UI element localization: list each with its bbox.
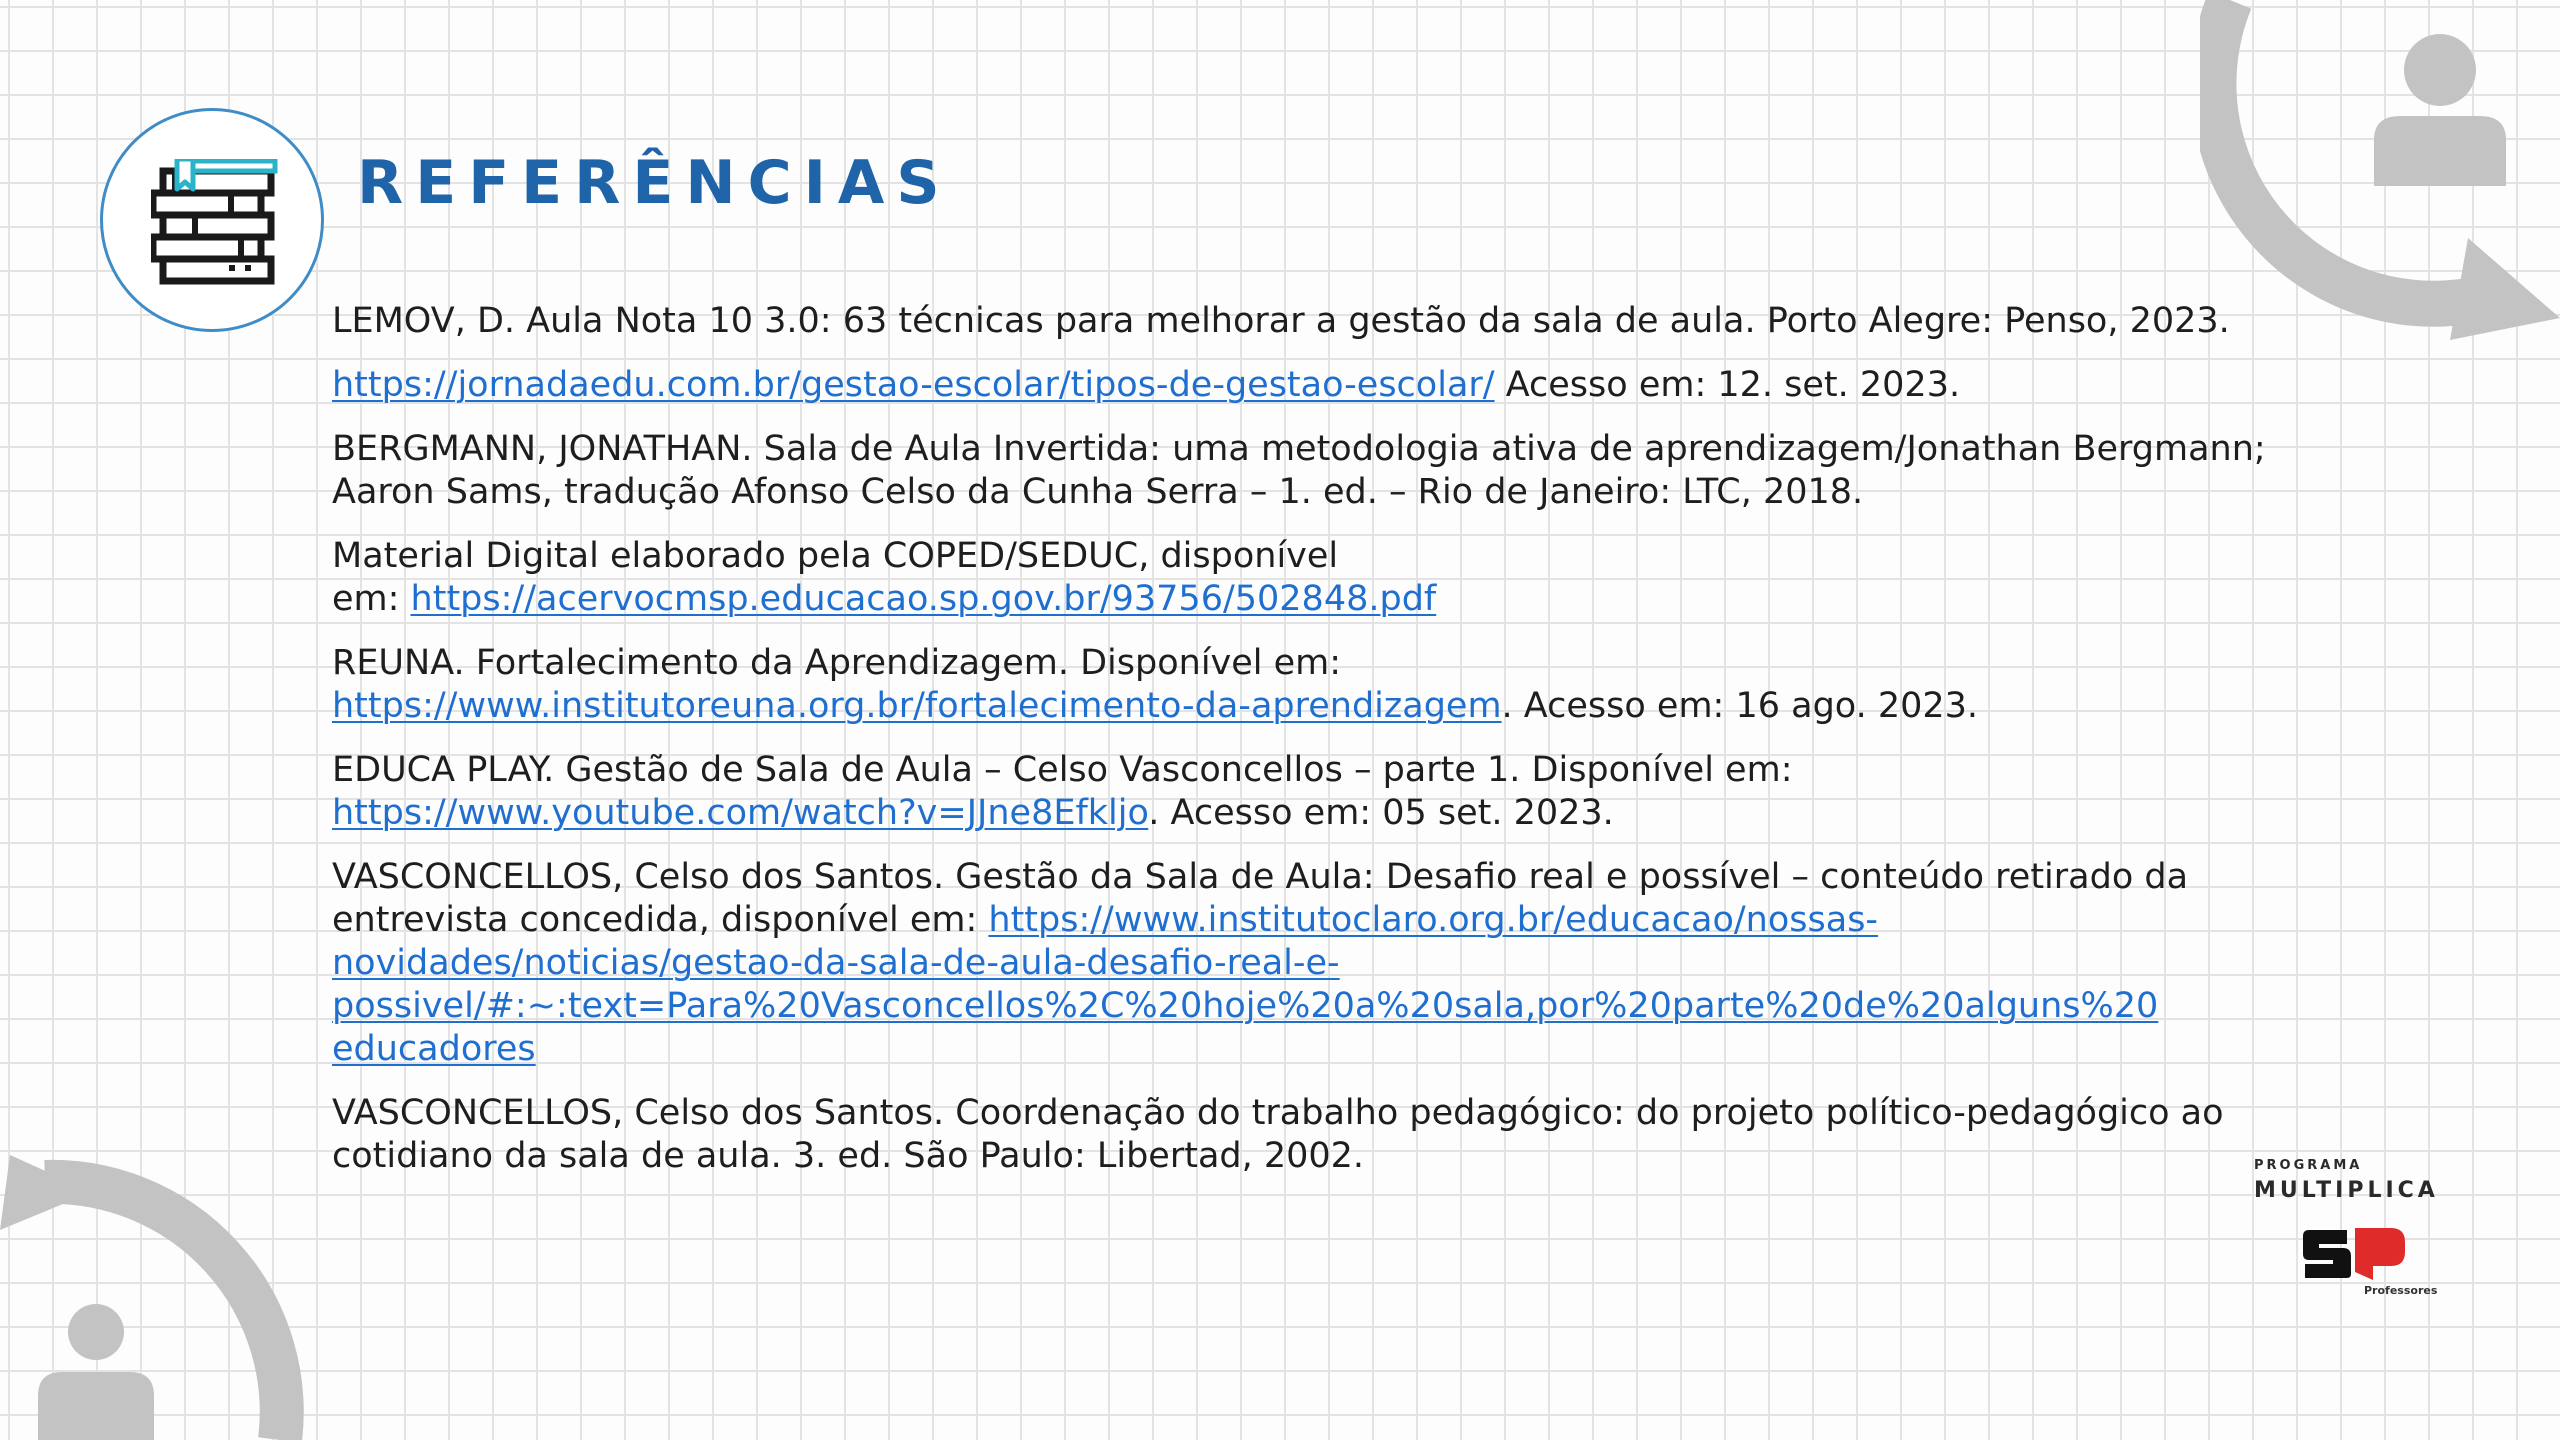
reference-entry bbox=[332, 642, 2272, 728]
reference-link[interactable]: educadores bbox=[332, 1029, 536, 1069]
reference-link[interactable]: https://www.institutoreuna.org.br/fortalecimento-da-aprendizagem bbox=[332, 686, 1502, 726]
reference-entry bbox=[332, 749, 2272, 835]
references-list bbox=[332, 300, 2272, 1199]
reference-entry bbox=[332, 364, 2272, 407]
reference-text: em: bbox=[332, 579, 411, 619]
reference-text: Material Digital elaborado pela COPED/SEDUC, disponível bbox=[332, 536, 1339, 576]
reference-text: EDUCA PLAY. Gestão de Sala de Aula – Celso Vasconcellos – parte 1. Disponível em: bbox=[332, 750, 1793, 790]
reference-link[interactable]: https://www.institutoclaro.org.br/educacao/nossas- bbox=[988, 900, 1879, 940]
reference-link[interactable]: https://jornadaedu.com.br/gestao-escolar/tipos-de-gestao-escolar/ bbox=[332, 365, 1495, 405]
page-title: REFERÊNCIAS bbox=[357, 148, 952, 218]
reference-text: REUNA. Fortalecimento da Aprendizagem. Disponível em: bbox=[332, 643, 1342, 683]
programa-multiplica-logo bbox=[2250, 1158, 2460, 1308]
reference-link[interactable]: novidades/noticias/gestao-da-sala-de-aula-desafio-real-e- bbox=[332, 943, 1340, 983]
reference-text: . Acesso em: 16 ago. 2023. bbox=[1501, 686, 1979, 726]
person-icon bbox=[2370, 30, 2510, 186]
reference-link[interactable]: https://acervocmsp.educacao.sp.gov.br/93756/502848.pdf bbox=[410, 579, 1437, 619]
reference-entry bbox=[332, 856, 2272, 1071]
reference-text: VASCONCELLOS, Celso dos Santos. Gestão da Sala de Aula: Desafio real e possível – conteúdo retirado da entrevista concedida, disponível em: bbox=[332, 857, 2189, 940]
logo-subtitle: Professores bbox=[2364, 1284, 2438, 1297]
books-icon-badge bbox=[100, 108, 324, 332]
books-icon bbox=[151, 159, 279, 287]
logo-name: MULTIPLICA bbox=[2254, 1178, 2439, 1203]
sp-mark-icon bbox=[2297, 1224, 2407, 1282]
reference-link[interactable]: possivel/#:~:text=Para%20Vasconcellos%2C%20hoje%20a%20sala,por%20parte%20de%20alguns%20 bbox=[332, 986, 2159, 1026]
reference-text: . Acesso em: 05 set. 2023. bbox=[1148, 793, 1614, 833]
reference-text: Acesso em: 12. set. 2023. bbox=[1494, 365, 1961, 405]
reference-text: VASCONCELLOS, Celso dos Santos. Coordenação do trabalho pedagógico: do projeto político-pedagógico ao cotidiano da sala de aula. 3. ed. São Paulo: Libertad, 2002. bbox=[332, 1093, 2224, 1176]
reference-entry bbox=[332, 300, 2272, 343]
logo-program-label: PROGRAMA bbox=[2254, 1158, 2363, 1173]
reference-link[interactable]: https://www.youtube.com/watch?v=JJne8Efkljo bbox=[332, 793, 1149, 833]
reference-text: LEMOV, D. Aula Nota 10 3.0: 63 técnicas para melhorar a gestão da sala de aula. Porto Alegre: Penso, 2023. bbox=[332, 301, 2230, 341]
person-icon bbox=[38, 1300, 154, 1440]
reference-text: BERGMANN, JONATHAN. Sala de Aula Invertida: uma metodologia ativa de aprendizagem/Jonathan Bergmann; Aaron Sams, tradução Afonso Celso da Cunha Serra – 1. ed. – Rio de Janeiro: LTC, 2018. bbox=[332, 429, 2266, 512]
reference-entry bbox=[332, 428, 2272, 514]
reference-entry bbox=[332, 535, 2272, 621]
reference-entry bbox=[332, 1092, 2272, 1178]
